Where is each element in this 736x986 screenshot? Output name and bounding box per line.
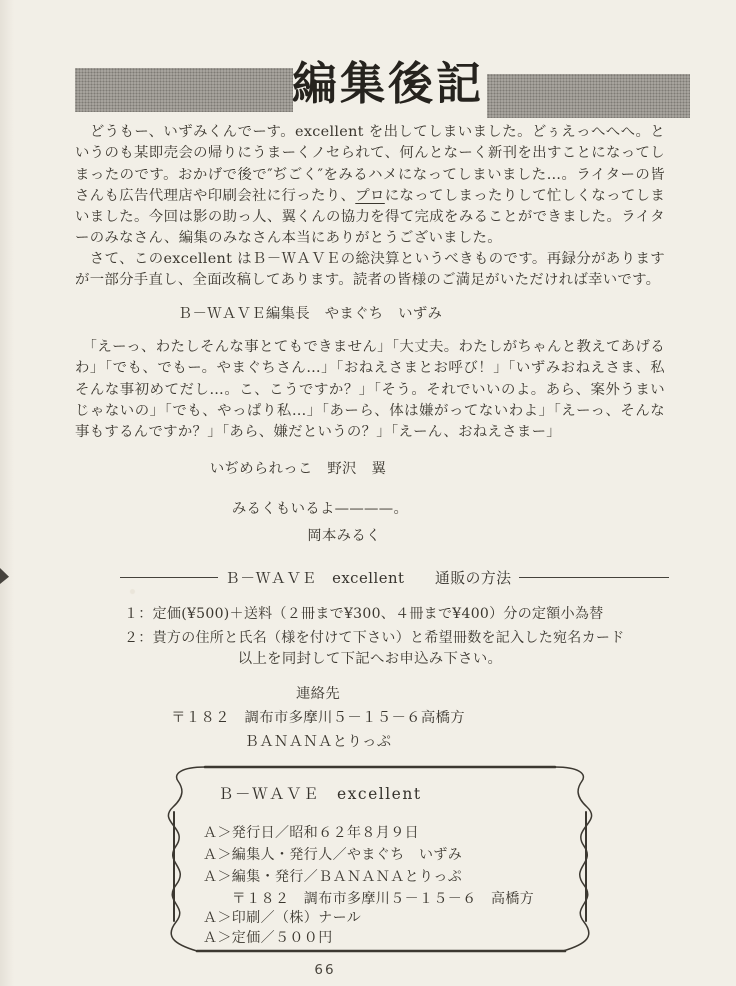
scan-edge-artifact [0, 568, 9, 584]
afterword-paragraph-1 [75, 122, 665, 250]
colophon-box [145, 760, 615, 958]
header-rule-right [519, 577, 669, 578]
contact-label: 連絡先 [295, 686, 341, 702]
dialogue-paragraph: 「えーっ、わたしそんな事とてもできません」「大丈夫。わたしがちゃんと教えてあげるわ」「でも、でもー。やまぐちさん…」「おねえさまとお呼び！」「いずみおねえさま、私そんな事初めてだし…。こ、こうですか？」「そう。それでいいのよ。あら、案外うまいじゃないの」「でも、やっぱり私…」「あーら、体は嫌がってないわよ」「えーっ、そんな事もするんですか？」「あら、嫌だというの？」「えーん、おねえさまー」 [75, 339, 665, 441]
mail-order-section-header [120, 566, 669, 588]
page-number: 66 [314, 962, 336, 978]
contact-address: 〒１８２ 調布市多摩川５－１５－６高橋方 [171, 710, 465, 726]
colophon-title: Ｂ－ＷＡＶＥ excellent [218, 785, 422, 803]
mail-order-title: Ｂ－ＷＡＶＥ excellent 通販の方法 [225, 569, 512, 587]
mail-order-instruction: 以上を同封して下記へお申込み下さい。 [237, 651, 503, 667]
colophon-price: Ａ＞定価／５００円 [203, 930, 333, 946]
colophon-circle: Ａ＞編集・発行／ＢＡＮＡＮＡとりっぷ [203, 869, 463, 885]
paragraph-text: どうもー、いずみくんでーす。excellent を出してしまいました。どぅえっへへへ。というのも某即売会の帰りにうまーくノセられて、何んとなーく新刊を出すことになってしまったのです。おかげで後で″ぢごく″をみるハメになってしまいました…。ライターの皆さんも広告代理店や印刷会社に行ったり、 [75, 124, 665, 204]
editor-byline: Ｂ－ＷＡＶＥ編集長 やまぐち いずみ [177, 306, 443, 322]
colophon-editor-publisher: Ａ＞編集人・発行人／やまぐち いずみ [203, 847, 463, 863]
banner-halftone-bar-right [487, 74, 690, 118]
colophon-address: 〒１８２ 調布市多摩川５－１５－６ 高橋方 [203, 891, 535, 907]
milk-comment: みるくもいるよ————。 [231, 501, 409, 517]
mail-order-step-1: １：定価(¥500)＋送料（２冊まで¥300、４冊まで¥400）分の定額小為替 [124, 606, 604, 622]
paragraph-text: になってしまったりして忙しくなってしまいました。今回は影の助っ人、翼くんの協力を得て完成をみることができました。ライターのみなさん、編集のみなさん本当にありがとうございました。 [75, 187, 666, 247]
banner-halftone-bar-left [75, 68, 293, 112]
tsubasa-byline: いぢめられっこ 野沢 翼 [209, 461, 387, 477]
colophon-publish-date: Ａ＞発行日／昭和６２年８月９日 [203, 825, 419, 841]
page-title: 編集後記 [292, 57, 485, 110]
header-rule-left [120, 577, 218, 578]
milk-byline: 岡本みるく [307, 528, 381, 544]
contact-circle-name: ＢＡＮＡＮＡとりっぷ [244, 734, 392, 750]
afterword-paragraph-2: さて、このexcellent はＢ－ＷＡＶＥの総決算というべきものです。再録分がありますが一部分手直し、全面改稿してあります。読者の皆様のご満足がいただければ幸いです。 [75, 251, 665, 289]
mail-order-step-2: ２：貴方の住所と氏名（様を付けて下さい）と希望冊数を記入した宛名カード [124, 630, 625, 646]
underlined-word: プロ [355, 187, 385, 204]
title-banner [75, 57, 690, 126]
colophon-printer: Ａ＞印刷／（株）ナール [203, 910, 362, 926]
